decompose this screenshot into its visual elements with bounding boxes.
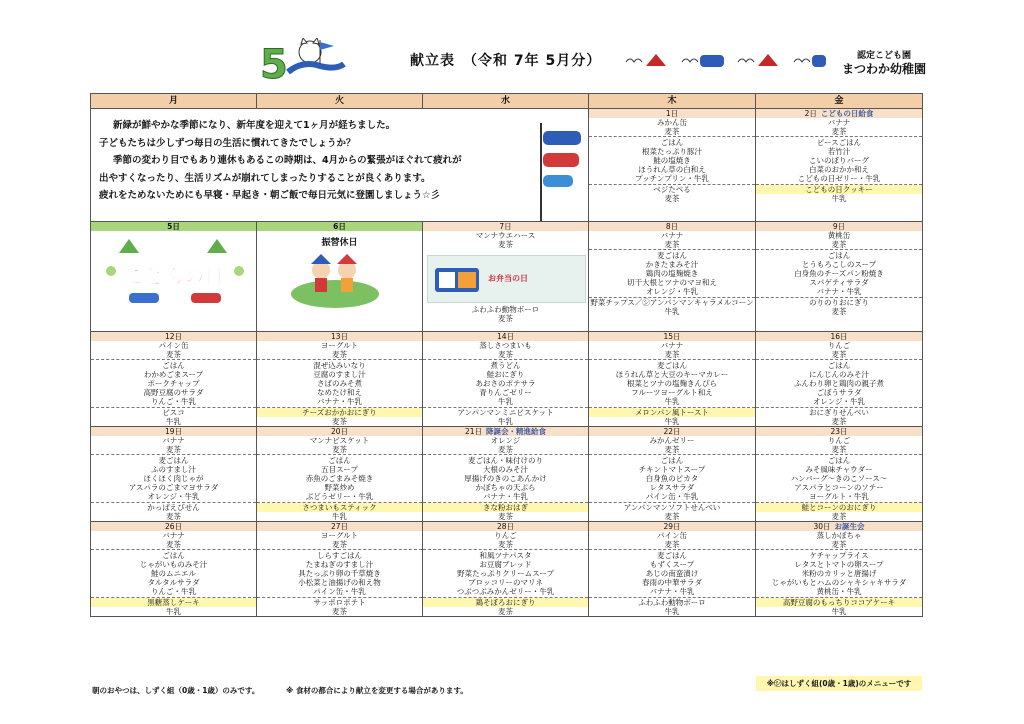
lunch-item: 青りんごゼリー (479, 388, 532, 397)
lunch-item: 五目スープ (321, 465, 358, 474)
lunch-menu (589, 454, 755, 503)
date-label: 14日 (423, 332, 588, 341)
afternoon-snack-item: 黒糖蒸しケーキ (91, 598, 256, 607)
lunch-item: 白菜のおかか和え (809, 165, 869, 174)
lunch-item: 麦ごはん (657, 361, 687, 370)
lunch-menu (257, 359, 422, 408)
morning-snack-item: 麦茶 (257, 540, 422, 549)
lunch-item: 高野豆腐のサラダ (143, 388, 204, 397)
afternoon-snack-item: 牛乳 (91, 607, 256, 616)
morning-snack-item: 麦茶 (257, 350, 422, 359)
date-label: 27日 (257, 522, 422, 531)
morning-snack-item: 麦茶 (257, 445, 422, 454)
date-label: 19日 (91, 427, 256, 436)
morning-snack-item: バナナ (91, 531, 256, 540)
lunch-item: 小松菜と油揚げの和え物 (298, 578, 381, 587)
lunch-item: 切干大根とツナのマヨ和え (627, 278, 717, 287)
date-label: 23日 (756, 427, 922, 436)
lunch-item: 白身魚のピカタ (645, 474, 699, 483)
lunch-item: チキントマトスープ (638, 465, 706, 474)
afternoon-snack-item: こどもの日クッキー (756, 185, 922, 194)
date-label: 9日 (756, 222, 922, 231)
lunch-item: 若竹汁 (827, 147, 851, 156)
morning-snack-item: 麦茶 (91, 540, 256, 549)
morning-snack-item: 蒸しさつまいも (423, 341, 588, 350)
event-note: 降誕会・精進給食 (486, 427, 547, 436)
afternoon-snack-item: ふわふわ動物ボーロ (589, 598, 755, 607)
afternoon-snack-item: 麦茶 (756, 512, 922, 521)
lunch-item: 鮭の塩焼き (653, 156, 691, 165)
lunch-item: タルタルサラダ (147, 578, 200, 587)
lunch-item: バナナ・牛乳 (649, 587, 695, 596)
day-cell-15 (589, 332, 756, 427)
day-cell-20 (257, 427, 423, 522)
lunch-item: 黄桃缶・牛乳 (816, 587, 862, 596)
lunch-item: じゃがいもとハムのシャキシャキサラダ (771, 578, 907, 587)
morning-snack-item: ヨーグルト (257, 531, 422, 540)
morning-snack-item: 麦茶 (589, 540, 755, 549)
lunch-item: ブロッコリーのマリネ (468, 578, 543, 587)
afternoon-snack-item: 麦茶 (257, 417, 422, 426)
lunch-item: オレンジ・牛乳 (812, 397, 866, 406)
lunch-menu (756, 549, 922, 598)
lunch-item: ごはん (660, 456, 684, 465)
lunch-item: とうもろこしのスープ (801, 260, 877, 269)
morning-snack-item: 麦茶 (756, 240, 922, 249)
event-note: こどもの日給食 (820, 109, 874, 118)
day-cell-13 (257, 332, 423, 427)
lunch-menu (91, 454, 256, 503)
afternoon-snack-item: 牛乳 (589, 607, 755, 616)
morning-snack-item: りんご (423, 531, 588, 540)
lunch-item: ごはん (827, 361, 851, 370)
lunch-item: ハンバーグ～きのこソース～ (790, 474, 888, 483)
day-cell-19 (91, 427, 257, 522)
lunch-item: ごはん (827, 251, 851, 260)
lunch-item: 具たっぷり卵の千草焼き (298, 569, 381, 578)
page-title: 献立表 （令和 7年 5月分） (410, 53, 602, 69)
lunch-item: かきたまみそ汁 (645, 260, 699, 269)
lunch-item: あおさのポテサラ (475, 379, 536, 388)
date-label: 12日 (91, 332, 256, 341)
lunch-menu (257, 549, 422, 598)
morning-snack-item: 麦茶 (423, 540, 588, 549)
lunch-item: レタスとトマトの卵スープ (794, 560, 884, 569)
lunch-menu (91, 549, 256, 598)
afternoon-snack-item: ベジたべる (589, 185, 755, 194)
date-label: 13日 (257, 332, 422, 341)
carp-streamer-decoration (622, 50, 828, 72)
lunch-item: ごはん (162, 361, 185, 370)
date-label: 1日 (589, 109, 755, 118)
lunch-item: 春雨の中華サラダ (642, 578, 702, 587)
morning-snack-item: 麦茶 (91, 445, 256, 454)
lunch-item: 鶏肉の塩麹焼き (645, 269, 699, 278)
lunch-item: 豆腐のすまし汁 (313, 370, 366, 379)
lunch-item: ほくほく肉じゃが (143, 474, 204, 483)
lunch-item: オレンジ・牛乳 (147, 492, 200, 501)
lunch-item: 大根のみそ汁 (483, 465, 528, 474)
morning-snack-item: 蒸しかぼちゃ (756, 531, 922, 540)
lunch-item: ごはん (162, 551, 185, 560)
day-cell-5: 5日 こどもの日 (91, 222, 257, 332)
lunch-menu (589, 549, 755, 598)
day-cell-21 (423, 427, 589, 522)
lunch-menu (756, 249, 922, 298)
lunch-item: もずくスープ (649, 560, 695, 569)
lunch-item: お豆腐ブレッド (479, 560, 532, 569)
svg-text:5: 5 (260, 42, 288, 82)
date-label: 22日 (589, 427, 755, 436)
lunch-item: ごぼうサラダ (816, 388, 862, 397)
day-cell-23 (756, 427, 923, 522)
morning-snack-item: マンナビスケット (257, 436, 422, 445)
afternoon-snack-item: 麦茶 (257, 607, 422, 616)
lunch-item: ふんわり卵と鶏肉の親子煮 (794, 379, 884, 388)
date-label: 20日 (257, 427, 422, 436)
footer-note-morning: 朝のおやつは、しずく組（0歳・1歳）のみです。 (92, 686, 260, 695)
bento-label: お弁当の日 (488, 274, 528, 283)
lunch-item: 白身魚のチーズパン粉焼き (794, 269, 884, 278)
childrens-day-title: こどもの日 (123, 264, 224, 288)
lunch-item: ヨーグルト・牛乳 (809, 492, 869, 501)
carp-streamer-icon (535, 123, 587, 222)
event-note: お誕生会 (834, 522, 865, 531)
afternoon-snack-item: 牛乳 (756, 194, 922, 203)
lunch-menu (423, 454, 588, 503)
childrens-day-illustration (99, 231, 249, 313)
lunch-item: ピースごはん (816, 138, 862, 147)
afternoon-snack-item: 麦茶 (756, 417, 922, 426)
lunch-item: 麦ごはん (158, 456, 189, 465)
day-cell-8 (589, 222, 756, 332)
afternoon-snack-item: さつまいもスティック (257, 503, 422, 512)
lunch-item: りんご・牛乳 (151, 397, 196, 406)
morning-snack-item: 麦茶 (589, 445, 755, 454)
lunch-menu (589, 136, 755, 185)
morning-snack-item: 麦茶 (91, 350, 256, 359)
afternoon-snack-item: アンパンマンミニビスケット (423, 408, 588, 417)
lunch-item: バナナ・牛乳 (816, 287, 862, 296)
lunch-item: 混ぜ込みいなり (313, 361, 366, 370)
date-label: 16日 (756, 332, 922, 341)
holiday-label: 振替休日 (321, 238, 358, 248)
lunch-item: つぶつぶみかんゼリー・牛乳 (456, 587, 555, 596)
lunch-item: スパゲティサラダ (809, 278, 869, 287)
lunch-item: 牛乳 (664, 397, 680, 406)
footer-note-shizuku: ※㋛はしずく組(0歳・1歳)のメニューです (756, 676, 922, 691)
lunch-item: 野菜炒め (324, 483, 355, 492)
lunch-item: 鮭のムニエル (151, 569, 196, 578)
lunch-item: 麦ごはん (657, 251, 687, 260)
weekday-wed: 水 (423, 94, 589, 109)
lunch-item: 牛乳 (498, 397, 513, 406)
morning-snack-item: 麦茶 (423, 350, 588, 359)
date-label: 15日 (589, 332, 755, 341)
day-cell-29 (589, 522, 756, 617)
lunch-item: こどもの日ゼリー・牛乳 (797, 174, 881, 183)
morning-snack-item: 麦茶 (423, 445, 588, 454)
lunch-item: にんじんのみそ汁 (809, 370, 869, 379)
morning-snack-item: 麦茶 (756, 445, 922, 454)
lunch-item: しらすごはん (317, 551, 362, 560)
lunch-item: フルーツヨーグルト和え (631, 388, 713, 397)
lunch-item: アスパラとコーンのソテー (794, 483, 884, 492)
date-label: 30日 お誕生会 (756, 522, 922, 531)
lunch-item: ポークチャップ (147, 379, 200, 388)
afternoon-snack-item: おにぎりせんべい (756, 408, 922, 417)
day-cell-28 (423, 522, 589, 617)
lunch-item: ごはん (660, 138, 684, 147)
morning-snack-item: パイン缶 (91, 341, 256, 350)
menu-table (90, 93, 923, 617)
afternoon-snack-item: 麦茶 (91, 512, 256, 521)
lunch-item: 煮うどん (490, 361, 521, 370)
morning-snack-item: パイン缶 (589, 531, 755, 540)
afternoon-snack-item: 牛乳 (257, 512, 422, 521)
lunch-item: 米粉のカリッと唐揚げ (801, 569, 877, 578)
afternoon-snack-item: 鶏そぼろおにぎり (423, 598, 588, 607)
weekday-tue: 火 (257, 94, 423, 109)
date-label: 26日 (91, 522, 256, 531)
greeting-message: 新緑が鮮やかな季節になり、新年度を迎えて1ヶ月が経ちました。 子どもたちは少しずつ毎日の生活に慣れてきたでしょうか？ 季節の変わり目でもあり連休もあるこの時期は、4月からの緊張がほぐれて疲れが 出やすくなったり、生活リズムが崩れてしまったりすることが良くあります。 疲れをためないためにも早寝・早起き・朝ご飯で毎日元気に登園しましょう☆彡 (91, 109, 589, 222)
afternoon-snack-item: のりのりおにぎり (756, 298, 922, 307)
lunch-menu (589, 249, 755, 298)
afternoon-snack-item: 麦茶 (589, 194, 755, 203)
lunch-item: プッチンプリン・牛乳 (635, 174, 709, 183)
morning-snack-item: ヨーグルト (257, 341, 422, 350)
lunch-item: ごはん (328, 456, 351, 465)
day-cell-2 (756, 109, 923, 222)
lunch-item: 厚揚げのきのこあんかけ (464, 474, 547, 483)
lunch-menu (423, 359, 588, 408)
lunch-item: 麦ごはん (657, 551, 687, 560)
lunch-menu (257, 454, 422, 503)
lunch-item: 野菜たっぷりクリームスープ (457, 569, 554, 578)
date-label: 2日 こどもの日給食 (756, 109, 922, 118)
day-cell-27 (257, 522, 423, 617)
morning-snack-item: 麦茶 (756, 540, 922, 549)
lunch-item: 赤魚のごまみそ焼き (305, 474, 374, 483)
lunch-item: パイン缶・牛乳 (313, 587, 366, 596)
morning-snack-item: りんご (756, 436, 922, 445)
morning-snack-item: バナナ (589, 341, 755, 350)
afternoon-snack-item: 鮭とコーンのおにぎり (756, 503, 922, 512)
lunch-item: こいのぼりバーグ (809, 156, 869, 165)
lunch-item: ケチャップライス (809, 551, 869, 560)
weekday-mon: 月 (91, 94, 257, 109)
afternoon-snack-item: 牛乳 (91, 417, 256, 426)
morning-snack-item: 麦茶 (589, 350, 755, 359)
morning-snack-item: 麦茶 (589, 127, 755, 136)
lunch-item: みそ風味チャウダー (805, 465, 873, 474)
day-cell-7: 7日 マンナウエハース 麦茶 お弁当の日 ふわふわ動物ボーロ 麦茶 (423, 222, 589, 332)
morning-snack-item: バナナ (756, 118, 922, 127)
lunch-item: ふのすまし汁 (151, 465, 196, 474)
afternoon-snack-item: 麦茶 (756, 307, 922, 316)
lunch-menu (589, 359, 755, 408)
day-cell-9 (756, 222, 923, 332)
morning-snack-item: オレンジ (423, 436, 588, 445)
afternoon-snack-item: 牛乳 (589, 307, 755, 316)
lunch-item: バナナ・牛乳 (483, 492, 528, 501)
morning-snack-item: 麦茶 (756, 127, 922, 136)
morning-snack-item: みかんゼリー (589, 436, 755, 445)
morning-snack-item: 黄桃缶 (756, 231, 922, 240)
lunch-menu (756, 136, 922, 185)
morning-snack-item: 麦茶 (756, 350, 922, 359)
afternoon-snack-item: かっぱえびせん (91, 503, 256, 512)
afternoon-snack-item: 野菜チップス／㋛アンパンマンキャラメルコーン (590, 298, 754, 307)
date-label: 28日 (423, 522, 588, 531)
lunch-item: オレンジ・牛乳 (645, 287, 699, 296)
day-cell-22 (589, 427, 756, 522)
afternoon-snack-item: アンパンマンソフトせんべい (589, 503, 755, 512)
morning-snack-item: バナナ (91, 436, 256, 445)
may-logo (258, 38, 348, 82)
lunch-item: 和風ツナパスタ (479, 551, 532, 560)
lunch-item: ごはん (827, 456, 851, 465)
lunch-menu (756, 359, 922, 408)
day-cell-6: 6日 振替休日 (257, 222, 423, 332)
lunch-item: わかめごまスープ (143, 370, 204, 379)
afternoon-snack-item: きな粉おはぎ (423, 503, 588, 512)
afternoon-snack-item: 麦茶 (589, 512, 755, 521)
lunch-menu (756, 454, 922, 503)
lunch-item: ほうれん草と大豆のキーマカレー (615, 370, 729, 379)
afternoon-snack-item: 牛乳 (423, 417, 588, 426)
footer-note-change: ※ 食材の都合により献立を変更する場合があります。 (286, 686, 468, 695)
day-cell-12 (91, 332, 257, 427)
afternoon-snack-item: 牛乳 (756, 607, 922, 616)
lunch-menu (423, 549, 588, 598)
date-label: 8日 (589, 222, 755, 231)
lunch-item: 根菜たっぷり豚汁 (642, 147, 702, 156)
afternoon-snack-item: 麦茶 (423, 607, 588, 616)
day-cell-16 (756, 332, 923, 427)
lunch-item: じゃがいものみそ汁 (139, 560, 208, 569)
day-cell-26 (91, 522, 257, 617)
date-label: 21日 降誕会・精進給食 (423, 427, 588, 436)
children-carp-illustration (265, 248, 415, 314)
afternoon-snack-item: メロンパン風トースト (589, 408, 755, 417)
day-cell-14 (423, 332, 589, 427)
lunch-item: かぼちゃの天ぷら (475, 483, 536, 492)
lunch-item: あじの南蛮漬け (645, 569, 699, 578)
lunch-item: さばのみそ煮 (317, 379, 362, 388)
afternoon-snack-item: ビスコ (91, 408, 256, 417)
bento-day-banner (427, 255, 586, 303)
day-cell-30 (756, 522, 923, 617)
lunch-item: パイン缶・牛乳 (645, 492, 699, 501)
afternoon-snack-item: チーズおかかおにぎり (257, 408, 422, 417)
bento-box-icon (434, 264, 480, 294)
lunch-item: 鮭おにぎり (486, 370, 525, 379)
morning-snack-item: みかん缶 (589, 118, 755, 127)
date-label: 29日 (589, 522, 755, 531)
morning-snack-item: バナナ (589, 231, 755, 240)
lunch-item: ほうれん草の白和え (638, 165, 706, 174)
afternoon-snack-item: 高野豆腐のもっちりココアケーキ (756, 598, 922, 607)
afternoon-snack-item: 麦茶 (423, 512, 588, 521)
lunch-item: りんご・牛乳 (151, 587, 196, 596)
lunch-item: バナナ・牛乳 (317, 397, 362, 406)
weekday-fri: 金 (756, 94, 923, 109)
lunch-item: 麦ごはん・味付けのり (468, 456, 543, 465)
lunch-item: たまねぎのすまし汁 (305, 560, 374, 569)
morning-snack-item: 麦茶 (589, 240, 755, 249)
lunch-item: なめたけ和え (317, 388, 362, 397)
afternoon-snack-item: 牛乳 (589, 417, 755, 426)
lunch-item: レタスサラダ (649, 483, 695, 492)
lunch-menu (91, 359, 256, 408)
weekday-thu: 木 (589, 94, 756, 109)
school-name: 認定こども園 まつわか幼稚園 (842, 51, 927, 76)
morning-snack-item: りんご (756, 341, 922, 350)
lunch-item: アスパラのごまマヨサラダ (128, 483, 219, 492)
lunch-item: 根菜とツナの塩麹きんぴら (627, 379, 717, 388)
afternoon-snack-item: サッポロポテト (257, 598, 422, 607)
day-cell-1 (589, 109, 756, 222)
lunch-item: ぶどうゼリー・牛乳 (305, 492, 374, 501)
